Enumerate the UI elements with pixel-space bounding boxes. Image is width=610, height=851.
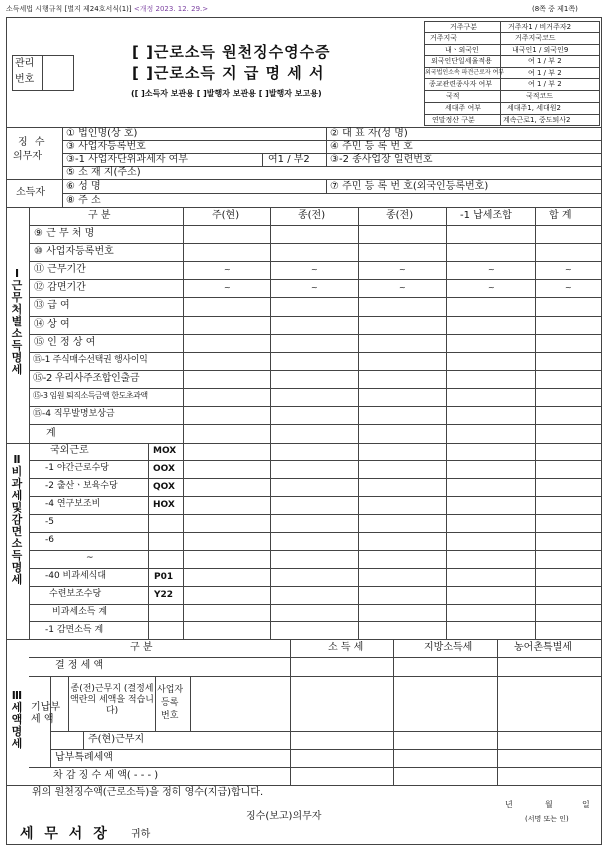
nontax-code: P01 <box>154 572 174 582</box>
representative-label: ② 대 표 자(성 명) <box>330 128 408 139</box>
earner-name-label: ⑥ 성 명 <box>66 181 101 192</box>
status-label: 외국인단일세율적용 <box>431 57 492 65</box>
title-payment-statement: [ ]근로소득 지 급 명 세 서 <box>132 64 325 82</box>
nontax-item-label: -4 연구보조비 <box>45 499 101 509</box>
copy-type-line: ([ ]소득자 보관용 [ ]발행자 보관용 [ ]발행자 보고용) <box>131 89 322 98</box>
status-label: 거주구분 <box>450 23 478 31</box>
deduct-tax-label: 차 감 징 수 세 액( - - - ) <box>53 770 159 781</box>
tilde-mark: ~ <box>488 283 495 292</box>
status-label: 연말정산 구분 <box>432 116 475 124</box>
tilde-mark: ~ <box>311 283 318 292</box>
col-header-category: 구 분 <box>88 210 111 221</box>
biz-reg-label-1: 사업자 <box>157 685 184 695</box>
nontax-code: MOX <box>153 446 177 456</box>
title-withholding-receipt: [ ]근로소득 원천징수영수증 <box>132 43 331 61</box>
row-subtotal: 계 <box>46 428 56 439</box>
resident-no-label: ④ 주민 등 록 번 호 <box>330 141 413 152</box>
sub-biz-label: ③-2 종사업장 일련번호 <box>330 154 433 165</box>
status-label: 국적 <box>446 92 460 100</box>
nontax-code: Y22 <box>154 590 174 600</box>
status-option[interactable]: 거주자1 / 비거주자2 <box>508 23 572 31</box>
section3-side-label: Ⅲ세액명세 <box>11 689 23 750</box>
form-law-reference: 소득세법 시행규칙 [별지 제24호서식(1)] <개정 2023. 12. 29.> <box>6 5 209 13</box>
status-label: 세대주 여부 <box>445 104 482 112</box>
confirmation-statement: 위의 원천징수액(근로소득)을 정히 영수(지급)합니다. <box>32 787 264 798</box>
status-label: 내ㆍ외국인 <box>445 46 479 54</box>
row-bonus: ⑭ 상 여 <box>34 319 70 330</box>
payer-address-label: ⑤ 소 재 지(주소) <box>66 167 141 178</box>
signature-note: (서명 또는 인) <box>525 815 569 823</box>
row-exempt-period: ⑫ 감면기간 <box>34 282 86 293</box>
obligor-label: 징수(보고)의무자 <box>246 811 322 822</box>
tilde-mark: ~ <box>488 265 495 274</box>
tax-col-income-tax: 소 득 세 <box>328 642 364 653</box>
current-workplace-label: 주(현)근무지 <box>88 734 145 745</box>
nontax-item-label: -1 감면소득 계 <box>45 625 104 635</box>
status-option[interactable]: 여 1 / 부 2 <box>528 57 562 65</box>
nontax-item-label: -5 <box>45 517 54 527</box>
col-header-prev1: 종(전) <box>298 210 326 221</box>
row-biz-no: ⑩ 사업자등록번호 <box>34 246 114 257</box>
nontax-item-label: 국외근로 <box>50 445 89 456</box>
date-year: 년 <box>505 800 513 809</box>
payer-label-1: 징 수 <box>18 137 47 148</box>
nontax-item-label: 비과세소득 계 <box>52 607 108 617</box>
biz-reg-label-2: 등록 <box>161 698 179 708</box>
mgmt-label-1: 관리 <box>15 58 35 69</box>
status-label: 종교관련종사자 여부 <box>429 80 493 88</box>
tilde-mark: ~ <box>224 265 231 274</box>
tax-col-rural-tax: 농어촌특별세 <box>514 642 572 653</box>
status-option[interactable]: 계속근로1, 중도퇴사2 <box>503 116 571 124</box>
nontax-code: QOX <box>153 482 175 492</box>
determined-tax-label: 결 정 세 액 <box>55 660 104 671</box>
earner-address-label: ⑧ 주 소 <box>66 195 101 206</box>
page-count: (8쪽 중 제1쪽) <box>532 5 578 13</box>
corp-name-label: ① 법인명(상 호) <box>66 128 138 139</box>
mgmt-label-2: 번호 <box>15 74 35 85</box>
management-number-input[interactable] <box>43 56 73 90</box>
status-label: 외국법인소속 파견근로자 여부 <box>425 69 505 76</box>
row-exec-retire: ⑮-3 임원 퇴직소득금액 한도초과액 <box>33 391 148 400</box>
nontax-item-label: -6 <box>45 535 54 545</box>
col-header-current: 주(현) <box>212 210 240 221</box>
status-option[interactable]: 여 1 / 부 2 <box>528 80 562 88</box>
row-work-period: ⑪ 근무기간 <box>34 264 86 275</box>
col-header-total: 합 계 <box>549 210 572 221</box>
section2-side-label: Ⅱ비과세및감면소득명세 <box>11 453 23 586</box>
date-month: 월 <box>545 800 553 809</box>
special-tax-label: 납부특례세액 <box>55 752 113 763</box>
tax-col-category: 구 분 <box>130 642 153 653</box>
tilde-mark: ~ <box>311 265 318 274</box>
row-invention: ⑮-4 직무발명보상금 <box>33 409 115 419</box>
status-option[interactable]: 여 1 / 부 2 <box>528 69 562 77</box>
row-workplace: ⑨ 근 무 처 명 <box>34 228 95 239</box>
row-deemed-bonus: ⑮ 인 정 상 여 <box>34 337 96 348</box>
nontax-code: OOX <box>153 464 175 474</box>
tilde-mark: ~ <box>399 283 406 292</box>
tilde-mark: ~ <box>399 265 406 274</box>
status-option[interactable]: 내국인1 / 외국인9 <box>512 46 569 54</box>
tax-col-local-tax: 지방소득세 <box>424 642 473 653</box>
nontax-item-label: -2 출산ㆍ보육수당 <box>45 481 118 491</box>
status-option[interactable]: 거주지국코드 <box>515 34 556 42</box>
biz-reg-label-3: 번호 <box>161 711 179 721</box>
col-header-tax-union: -1 납세조합 <box>460 210 512 221</box>
col-header-prev2: 종(전) <box>386 210 414 221</box>
earner-label: 소득자 <box>16 187 45 198</box>
tax-office-head: 세 무 서 장 <box>20 826 110 842</box>
row-esop: ⑮-2 우리사주조합인출금 <box>33 373 140 384</box>
nontax-item-label: 수련보조수당 <box>49 589 102 599</box>
tilde-mark: ~ <box>565 265 572 274</box>
prev-workplace-label: 종(전)근무지 (결정세액란의 세액을 적습니다) <box>70 684 154 716</box>
tilde-mark: ~ <box>565 283 572 292</box>
payer-label-2: 의무자 <box>13 151 42 162</box>
nontax-item-label: -1 야간근로수당 <box>45 463 109 473</box>
date-day: 일 <box>582 800 590 809</box>
prepaid-label-1: 기납부 <box>31 702 60 713</box>
status-label: 거주지국 <box>430 34 458 42</box>
unit-tax-option[interactable]: 여1 / 부2 <box>268 154 310 165</box>
biz-reg-no-label: ③ 사업자등록번호 <box>66 141 146 152</box>
earner-id-label: ⑦ 주민 등 록 번 호(외국인등록번호) <box>330 181 489 192</box>
prepaid-label-2: 세 액 <box>31 714 54 725</box>
status-option[interactable]: 세대주1, 세대원2 <box>507 104 561 112</box>
unit-tax-label: ③-1 사업자단위과세자 여부 <box>66 154 188 165</box>
honorific: 귀하 <box>131 829 151 840</box>
tilde-mark: ~ <box>224 283 231 292</box>
nontax-item-label: ~ <box>86 553 94 563</box>
section1-side-label: Ⅰ근무처별소득명세 <box>11 267 23 376</box>
status-option[interactable]: 국적코드 <box>526 92 554 100</box>
nontax-item-label: -40 비과세식대 <box>45 571 107 581</box>
row-stock-option: ⑮-1 주식매수선택권 행사이익 <box>33 355 148 365</box>
row-salary: ⑬ 급 여 <box>34 300 70 311</box>
nontax-code: HOX <box>153 500 175 510</box>
